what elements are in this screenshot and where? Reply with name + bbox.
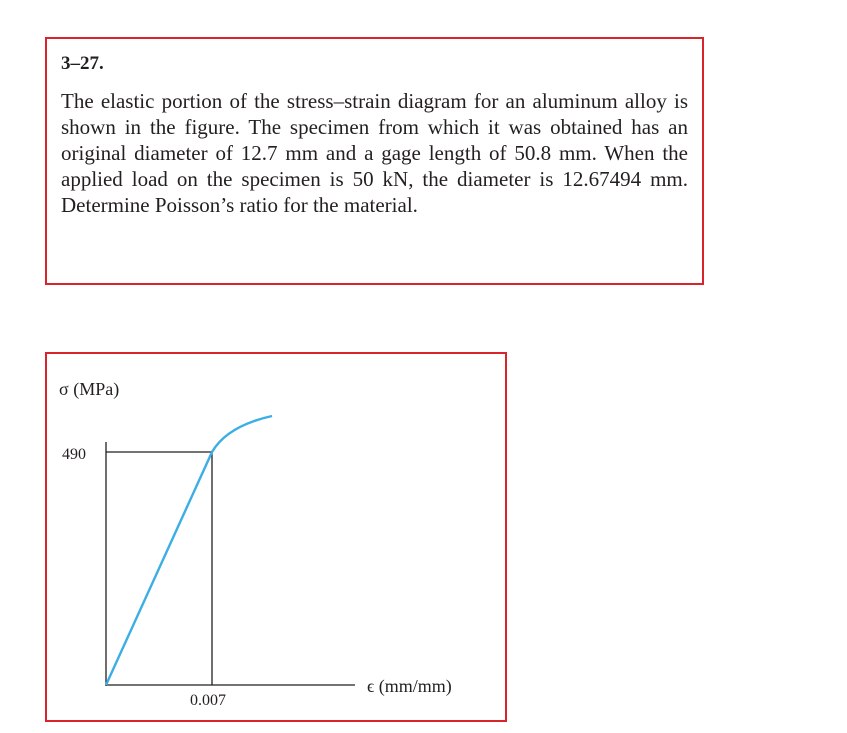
y-tick-label-490: 490 — [62, 446, 86, 463]
y-axis-label: σ (MPa) — [59, 379, 120, 399]
problem-number: 3–27. — [61, 53, 104, 74]
elastic-line — [106, 452, 212, 685]
problem-statement-box — [45, 37, 704, 285]
x-axis-label: ϵ (mm/mm) — [367, 676, 452, 696]
stress-strain-figure — [45, 352, 507, 722]
plastic-curve — [212, 416, 272, 452]
stress-strain-diagram — [47, 354, 509, 724]
problem-text: The elastic portion of the stress–strain diagram for an aluminum alloy is shown in the figure. The specimen from which it was obtained has an original diameter of 12.7 mm and a gage length of 50.8 mm. When the applied load on the specimen is 50 kN, the diameter is 12.67494 mm. Determine Poisson’s ratio for the material. — [61, 89, 688, 217]
x-tick-label-0007: 0.007 — [190, 692, 226, 709]
